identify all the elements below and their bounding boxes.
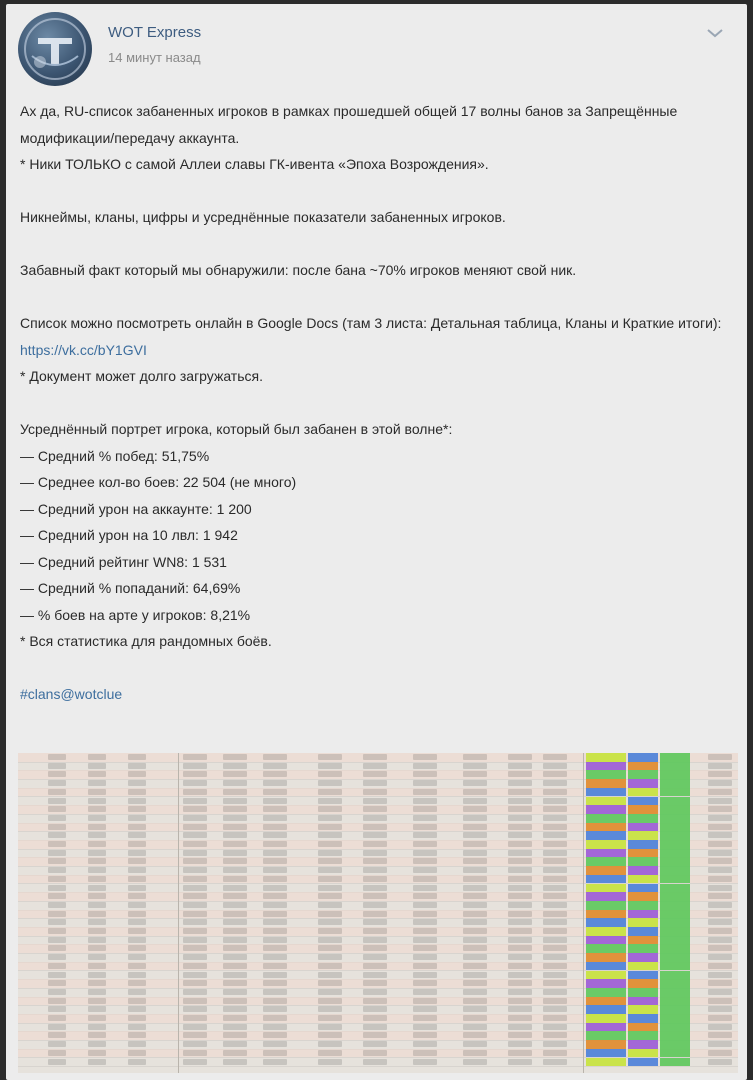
chevron-down-icon[interactable]	[705, 26, 725, 40]
post-card	[6, 4, 747, 1080]
text-line: — Средний % побед: 51,75%	[20, 447, 210, 464]
spreadsheet-screenshot-image[interactable]	[18, 753, 738, 1073]
author-name[interactable]: WOT Express	[108, 24, 202, 41]
text-line: Никнеймы, кланы, цифры и усреднённые показатели забаненных игроков.	[20, 209, 506, 225]
avatar[interactable]	[18, 12, 92, 86]
text-line: — Средний % попаданий: 64,69%	[20, 580, 241, 596]
text-line: Ах да, RU-список забаненных игроков в рамках прошедшей общей 17 волны банов за Запрещённые модификации/передачу аккаунта.	[20, 103, 678, 146]
hashtag-link[interactable]: #clans@wotclue	[20, 686, 123, 702]
text-line: Забавный факт который мы обнаружили: после бана ~70% игроков меняют свой ник.	[20, 262, 577, 278]
text-line: — % боев на арте у игроков: 8,21%	[20, 606, 251, 623]
post-header	[6, 4, 747, 94]
text-line: * Вся статистика для рандомных боёв.	[20, 633, 272, 649]
text-line: — Средний урон на аккаунте: 1 200	[20, 500, 252, 517]
text-line	[20, 310, 736, 363]
text-segment: Список можно посмотреть онлайн в Google Docs (там 3 листа: Детальная таблица, Кланы и Краткие итоги):	[20, 315, 722, 331]
wot-express-logo-icon	[18, 12, 92, 86]
text-line: — Среднее кол-во боев: 22 504 (не много)	[20, 474, 297, 490]
post-text	[20, 98, 736, 708]
table-row	[18, 1058, 738, 1068]
post-time[interactable]: 14 минут назад	[108, 50, 201, 65]
text-line: — Средний урон на 10 лвл: 1 942	[20, 527, 238, 543]
google-docs-link[interactable]: https://vk.cc/bY1GVI	[20, 341, 147, 358]
text-line: Усреднённый портрет игрока, который был забанен в этой волне*:	[20, 421, 453, 437]
text-line: — Средний рейтинг WN8: 1 531	[20, 553, 227, 570]
text-line: * Документ может долго загружаться.	[20, 368, 263, 384]
text-line: * Ники ТОЛЬКО с самой Аллеи славы ГК-ивента «Эпоха Возрождения».	[20, 156, 489, 172]
